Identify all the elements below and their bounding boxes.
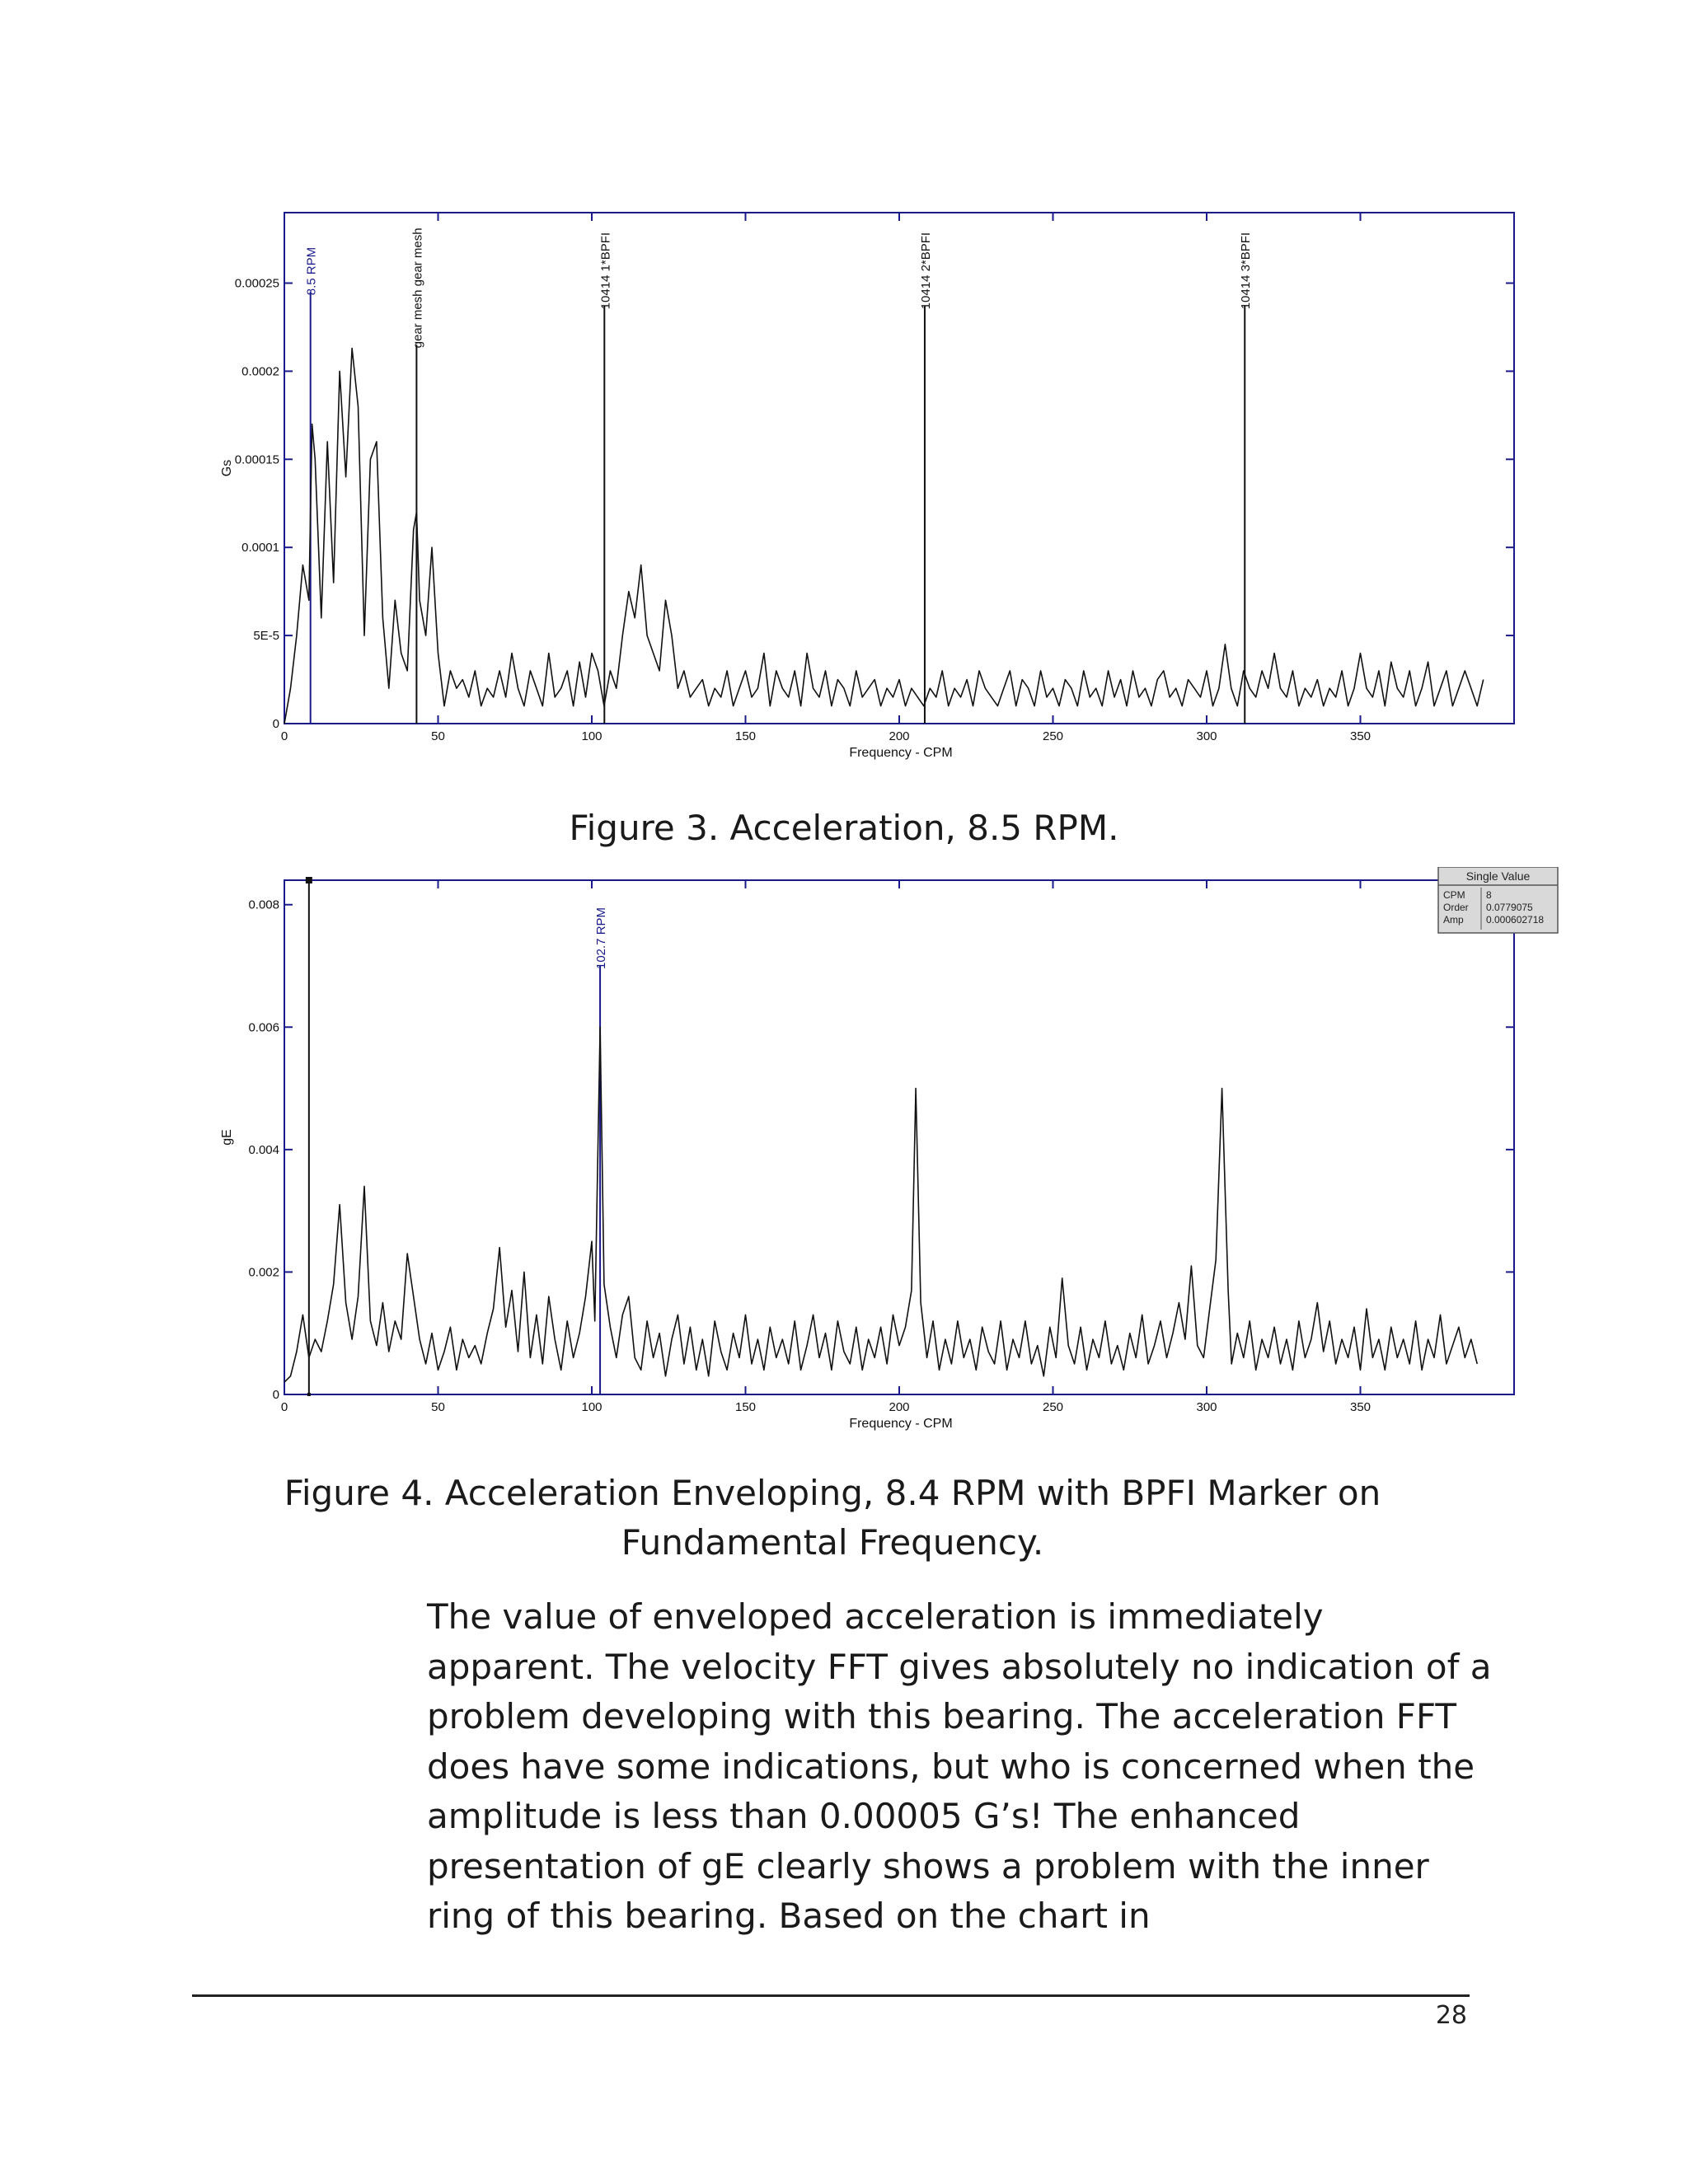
y-tick-label: 0.00015	[234, 452, 279, 467]
y-tick-label: 0.008	[248, 898, 279, 912]
y-tick-label: 5E-5	[253, 629, 279, 644]
y-tick-label: 0.0001	[241, 541, 279, 555]
y-tick-label: 0.006	[248, 1020, 279, 1035]
x-tick-label: 300	[1196, 1400, 1217, 1414]
x-tick-label: 350	[1349, 729, 1372, 743]
x-tick-label: 100	[581, 729, 603, 743]
body-paragraph: The value of enveloped acceleration is immediately apparent. The velocity FFT gives absolutely no indication of a problem developing with this bearing. The acceleration FFT does have some indications, but who is concerned when the amplitude is less than 0.00005 G’s! The enhanced presentation of gE clearly shows a problem with the inner ring of this bearing. Based on the chart in	[427, 1596, 1492, 1936]
marker-label: 8.5 RPM	[304, 246, 319, 296]
readout-key: Order	[1443, 902, 1469, 913]
y-tick-label: 0.00025	[234, 276, 279, 291]
readout-title: Single Value	[1465, 869, 1531, 883]
plot-frame	[284, 213, 1514, 724]
y-tick-label: 0.0002	[241, 364, 279, 379]
x-tick-label: 0	[280, 729, 288, 743]
y-axis-label: Gs	[220, 459, 234, 477]
x-tick-label: 0	[280, 1400, 288, 1414]
cursor-foot	[307, 1393, 311, 1396]
marker-label: 10414 3*BPFI	[1239, 232, 1254, 310]
y-tick-label: 0.004	[248, 1142, 279, 1157]
readout-value: 0.0779075	[1486, 902, 1533, 913]
x-tick-label: 200	[889, 1400, 910, 1414]
readout-value: 8	[1486, 889, 1492, 901]
y-axis-label: gE	[220, 1129, 234, 1146]
x-tick-label: 350	[1349, 1400, 1372, 1414]
y-tick-label: 0	[272, 1388, 279, 1402]
acceleration-chart	[0, 198, 1688, 766]
enveloping-chart	[0, 867, 1688, 1452]
marker-label: 10414 1*BPFI	[598, 232, 613, 310]
x-axis-label: Frequency - CPM	[849, 1417, 953, 1431]
marker-label: 102.7 RPM	[594, 907, 609, 969]
y-tick-label: 0.002	[248, 1265, 279, 1280]
readout-value: 0.000602718	[1486, 914, 1545, 926]
x-tick-label: 250	[1042, 729, 1064, 743]
footer-rule	[192, 1994, 1470, 1997]
x-tick-label: 250	[1042, 1400, 1064, 1414]
x-tick-label: 150	[734, 729, 757, 743]
cursor-handle	[306, 877, 312, 883]
marker-label: gear mesh gear mesh	[410, 227, 425, 349]
x-tick-label: 50	[431, 1400, 445, 1414]
series-line	[284, 1027, 1477, 1382]
plot-frame	[284, 880, 1514, 1394]
figure-3-caption: Figure 3. Acceleration, 8.5 RPM.	[569, 808, 1119, 848]
x-tick-label: 50	[431, 729, 445, 743]
page-number: 28	[1435, 2001, 1467, 2030]
marker-label: 10414 2*BPFI	[918, 232, 933, 310]
x-axis-label: Frequency - CPM	[849, 746, 953, 760]
y-tick-label: 0	[272, 717, 279, 731]
x-tick-label: 300	[1196, 729, 1217, 743]
x-tick-label: 100	[581, 1400, 603, 1414]
readout-key: CPM	[1443, 889, 1465, 901]
figure-4-caption: Figure 4. Acceleration Enveloping, 8.4 RPM with BPFI Marker on Fundamental Frequency.	[284, 1473, 1381, 1563]
series-line	[284, 349, 1484, 724]
x-tick-label: 150	[734, 1400, 757, 1414]
x-tick-label: 200	[889, 729, 910, 743]
readout-key: Amp	[1443, 914, 1464, 926]
single-value-readout	[1438, 867, 1558, 933]
